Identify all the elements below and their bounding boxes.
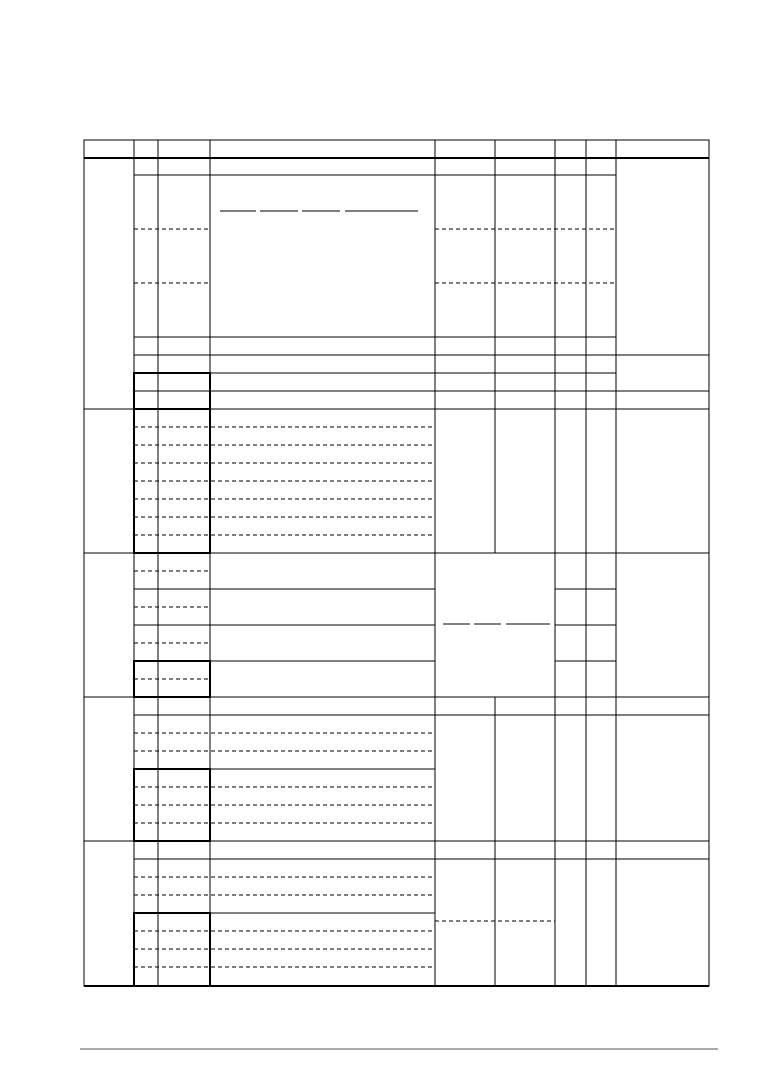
section-2-rows [134, 409, 435, 553]
section-4-rows [134, 715, 709, 841]
section-1-rows [134, 175, 709, 409]
section-5-rows [134, 859, 709, 986]
section-3-rows [134, 571, 616, 697]
